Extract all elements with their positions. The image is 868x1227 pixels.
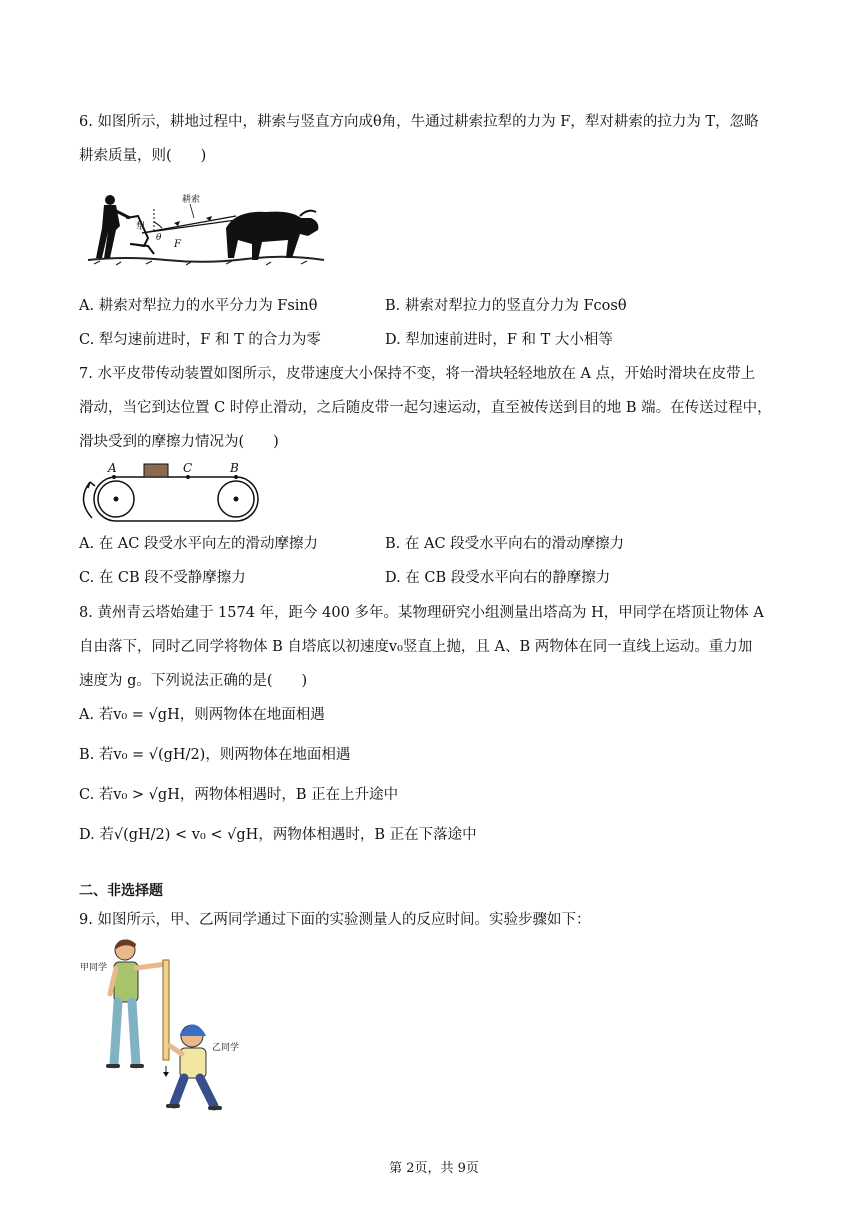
slider-block <box>144 464 168 477</box>
q7-option-a: A. 在 AC 段受水平向左的滑动摩擦力 <box>79 536 318 552</box>
student-yi-label: 乙同学 <box>212 1043 240 1053</box>
q7-option-c: C. 在 CB 段不受静摩擦力 <box>79 570 246 586</box>
point-b-label: B <box>230 461 239 475</box>
q6-option-b: B. 耕索对犁拉力的竖直分力为 Fcosθ <box>385 298 627 314</box>
page-footer: 第 2页，共 9页 <box>389 1161 479 1176</box>
conveyor-belt-figure <box>74 460 274 526</box>
student-jia-label: 甲同学 <box>80 963 108 973</box>
theta-label: θ <box>156 233 162 243</box>
q7-stem-line2: 滑动，当它到达位置 C 时停止滑动，之后随皮带一起匀速运动，直至被传送到目的地 B 端。在传送过程中， <box>79 400 772 416</box>
q6-stem-line2: 耕索质量，则( ) <box>79 148 207 164</box>
q6-option-a: A. 耕索对犁拉力的水平分力为 Fsinθ <box>79 298 318 314</box>
q8-option-c: C. 若v₀ > √gH，两物体相遇时，B 正在上升途中 <box>79 787 399 803</box>
q6-option-c: C. 犁匀速前进时，F 和 T 的合力为零 <box>79 332 321 348</box>
q8-option-d: D. 若√(gH/2) < v₀ < √gH，两物体相遇时，B 正在下落途中 <box>79 827 477 843</box>
q8-stem-line1: 8. 黄州青云塔始建于 1574 年，距今 400 多年。某物理研究小组测量出塔高为 H，甲同学在塔顶让物体 A <box>79 605 764 621</box>
q8-option-b: B. 若v₀ = √(gH/2)，则两物体在地面相遇 <box>79 747 351 763</box>
q7-option-b: B. 在 AC 段受水平向右的滑动摩擦力 <box>385 536 625 552</box>
point-c-label: C <box>183 461 193 475</box>
q6-stem-line1: 6. 如图所示，耕地过程中，耕索与竖直方向成θ角，牛通过耕索拉犁的力为 F，犁对耕索的拉力为 T，忽略 <box>79 114 759 130</box>
q8-stem-line2: 自由落下，同时乙同学将物体 B 自塔底以初速度v₀竖直上抛，且 A、B 两物体在同一直线上运动。重力加 <box>79 639 753 655</box>
reaction-time-figure <box>80 936 260 1116</box>
force-label: F <box>174 239 181 250</box>
section-heading: 二、非选择题 <box>79 883 163 899</box>
q7-stem-line3: 滑块受到的摩擦力情况为( ) <box>79 434 279 450</box>
plowing-figure <box>86 188 326 268</box>
point-a-label: A <box>108 461 117 475</box>
plow-label: 犁 <box>136 222 146 232</box>
rope-label: 耕索 <box>182 195 201 205</box>
q8-stem-line3: 速度为 g。下列说法正确的是( ) <box>79 673 308 689</box>
q9-stem-line1: 9. 如图所示，甲、乙两同学通过下面的实验测量人的反应时间。实验步骤如下： <box>79 912 591 928</box>
q6-option-d: D. 犁加速前进时，F 和 T 大小相等 <box>385 332 613 348</box>
q8-option-a: A. 若v₀ = √gH，则两物体在地面相遇 <box>79 707 325 723</box>
q7-stem-line1: 7. 水平皮带传动装置如图所示，皮带速度大小保持不变，将一滑块轻轻地放在 A 点，开始时滑块在皮带上 <box>79 366 756 382</box>
q7-option-d: D. 在 CB 段受水平向右的静摩擦力 <box>385 570 611 586</box>
